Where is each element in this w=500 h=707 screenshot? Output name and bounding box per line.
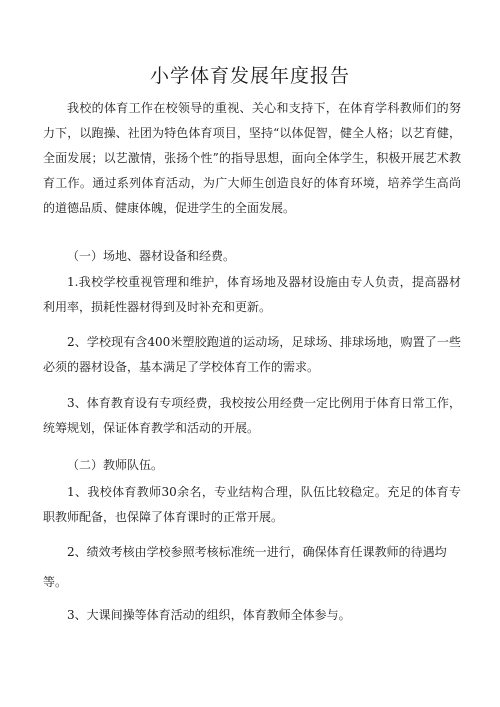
paragraph-intro [43, 96, 461, 221]
paragraph-text: 等。 [43, 575, 68, 589]
paragraph-text: 1、我校体育教师30余名，专业结构合理，队伍比较稳定。充足的体育专职教师配备，也保障了体育课时的正常开展。 [43, 485, 461, 524]
paragraph-text: 2、学校现有含400米塑胶跑道的运动场，足球场、排球场地，购置了一些必须的器材设备，基本满足了学校体育工作的需求。 [43, 335, 461, 374]
section-heading-teachers [43, 453, 461, 478]
paragraph-item [43, 540, 461, 565]
paragraph-item [43, 270, 461, 320]
paragraph-text: 我校的体育工作在校领导的重视、关心和支持下，在体育学科教师们的努力下，以跑操、社团为特色体育项目，坚持“以体促智，健全人格；以艺育健，全面发展；以艺激情，张扬个性”的指导思想，面向全体学生，积极开展艺术教育工作。通过系列体育活动，为广大师生创造良好的体育环境，培养学生高尚的道德品质、健康体魄，促进学生的全面发展。 [43, 101, 461, 215]
document-title: 小学体育发展年度报告 [149, 65, 350, 87]
paragraph-text: 3、体育教育设有专项经费，我校按公用经费一定比例用于体育日常工作，统筹规划，保证体育教学和活动的开展。 [43, 396, 461, 435]
paragraph-text: 1.我校学校重视管理和维护，体育场地及器材设施由专人负责，提高器材利用率，损耗性器材得到及时补充和更新。 [43, 275, 461, 314]
section-heading-facilities [43, 244, 461, 269]
paragraph-item [43, 391, 461, 441]
paragraph-item [43, 603, 461, 628]
paragraph-item [43, 480, 461, 530]
section-heading-text: （二）教师队伍。 [67, 458, 164, 472]
paragraph-continuation [43, 570, 461, 595]
paragraph-text: 2、绩效考核由学校参照考核标准统一进行，确保体育任课教师的待遇均 [67, 545, 447, 559]
paragraph-text: 3、大课间操等体育活动的组织，体育教师全体参与。 [67, 608, 351, 622]
section-heading-text: （一）场地、器材设备和经费。 [67, 249, 236, 263]
paragraph-item [43, 330, 461, 380]
